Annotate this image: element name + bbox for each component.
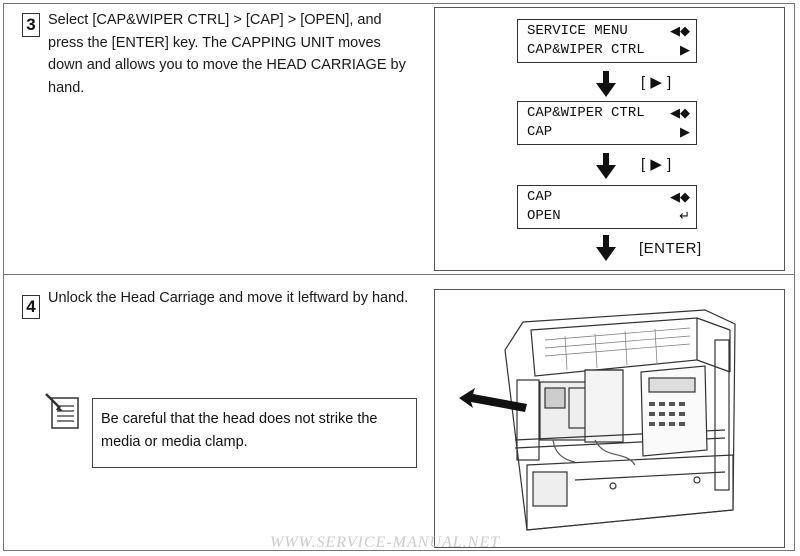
caution-note-box xyxy=(92,398,417,468)
step-4-number: 4 xyxy=(22,295,40,319)
note-line-2: media or media clamp. xyxy=(101,433,248,450)
down-arrow-icon xyxy=(596,235,616,261)
lcd-screen-cap-open xyxy=(517,185,697,229)
enter-return-icon: ↵ xyxy=(679,209,690,224)
lcd-3-line-1: CAP xyxy=(527,189,553,205)
right-key-label: [ ▶ ] xyxy=(641,156,672,173)
lcd-screen-service-menu xyxy=(517,19,697,63)
down-arrow-icon xyxy=(596,153,616,179)
note-line-1: Be careful that the head does not strike the xyxy=(101,411,378,427)
down-arrow-icon xyxy=(596,71,616,97)
lcd-1-line-1: SERVICE MENU xyxy=(527,23,628,39)
note-pad-icon xyxy=(44,392,82,432)
step-3-line-4: hand. xyxy=(48,79,85,96)
printer-illustration-panel xyxy=(434,289,785,548)
left-updown-icon: ◀◆ xyxy=(670,106,690,121)
section-divider xyxy=(4,274,794,275)
lcd-3-line-2: OPEN xyxy=(527,208,561,224)
lcd-2-line-1: CAP&WIPER CTRL xyxy=(527,105,645,121)
step-3-line-3: down and allows you to move the HEAD CARRIAGE by xyxy=(48,57,406,73)
step-3-number: 3 xyxy=(22,13,40,37)
lcd-screen-cap-wiper xyxy=(517,101,697,145)
step-3-line-1: Select [CAP&WIPER CTRL] > [CAP] > [OPEN], and xyxy=(48,12,382,28)
printer-head-carriage-illustration xyxy=(435,290,784,547)
left-updown-icon: ◀◆ xyxy=(670,190,690,205)
lcd-2-line-2: CAP xyxy=(527,124,553,140)
step-3-instruction xyxy=(48,9,428,99)
lcd-sequence-panel xyxy=(434,7,785,271)
right-key-label: [ ▶ ] xyxy=(641,74,672,91)
right-triangle-icon: ▶ xyxy=(680,125,690,140)
lcd-1-line-2: CAP&WIPER CTRL xyxy=(527,42,645,58)
left-updown-icon: ◀◆ xyxy=(670,24,690,39)
watermark-text: WWW.SERVICE-MANUAL.NET xyxy=(270,534,500,551)
step-3-line-2: press the [ENTER] key. The CAPPING UNIT moves xyxy=(48,34,381,51)
right-triangle-icon: ▶ xyxy=(680,43,690,58)
enter-key-label: [ENTER] xyxy=(639,240,702,257)
step-4-instruction: Unlock the Head Carriage and move it leftward by hand. xyxy=(48,290,409,306)
